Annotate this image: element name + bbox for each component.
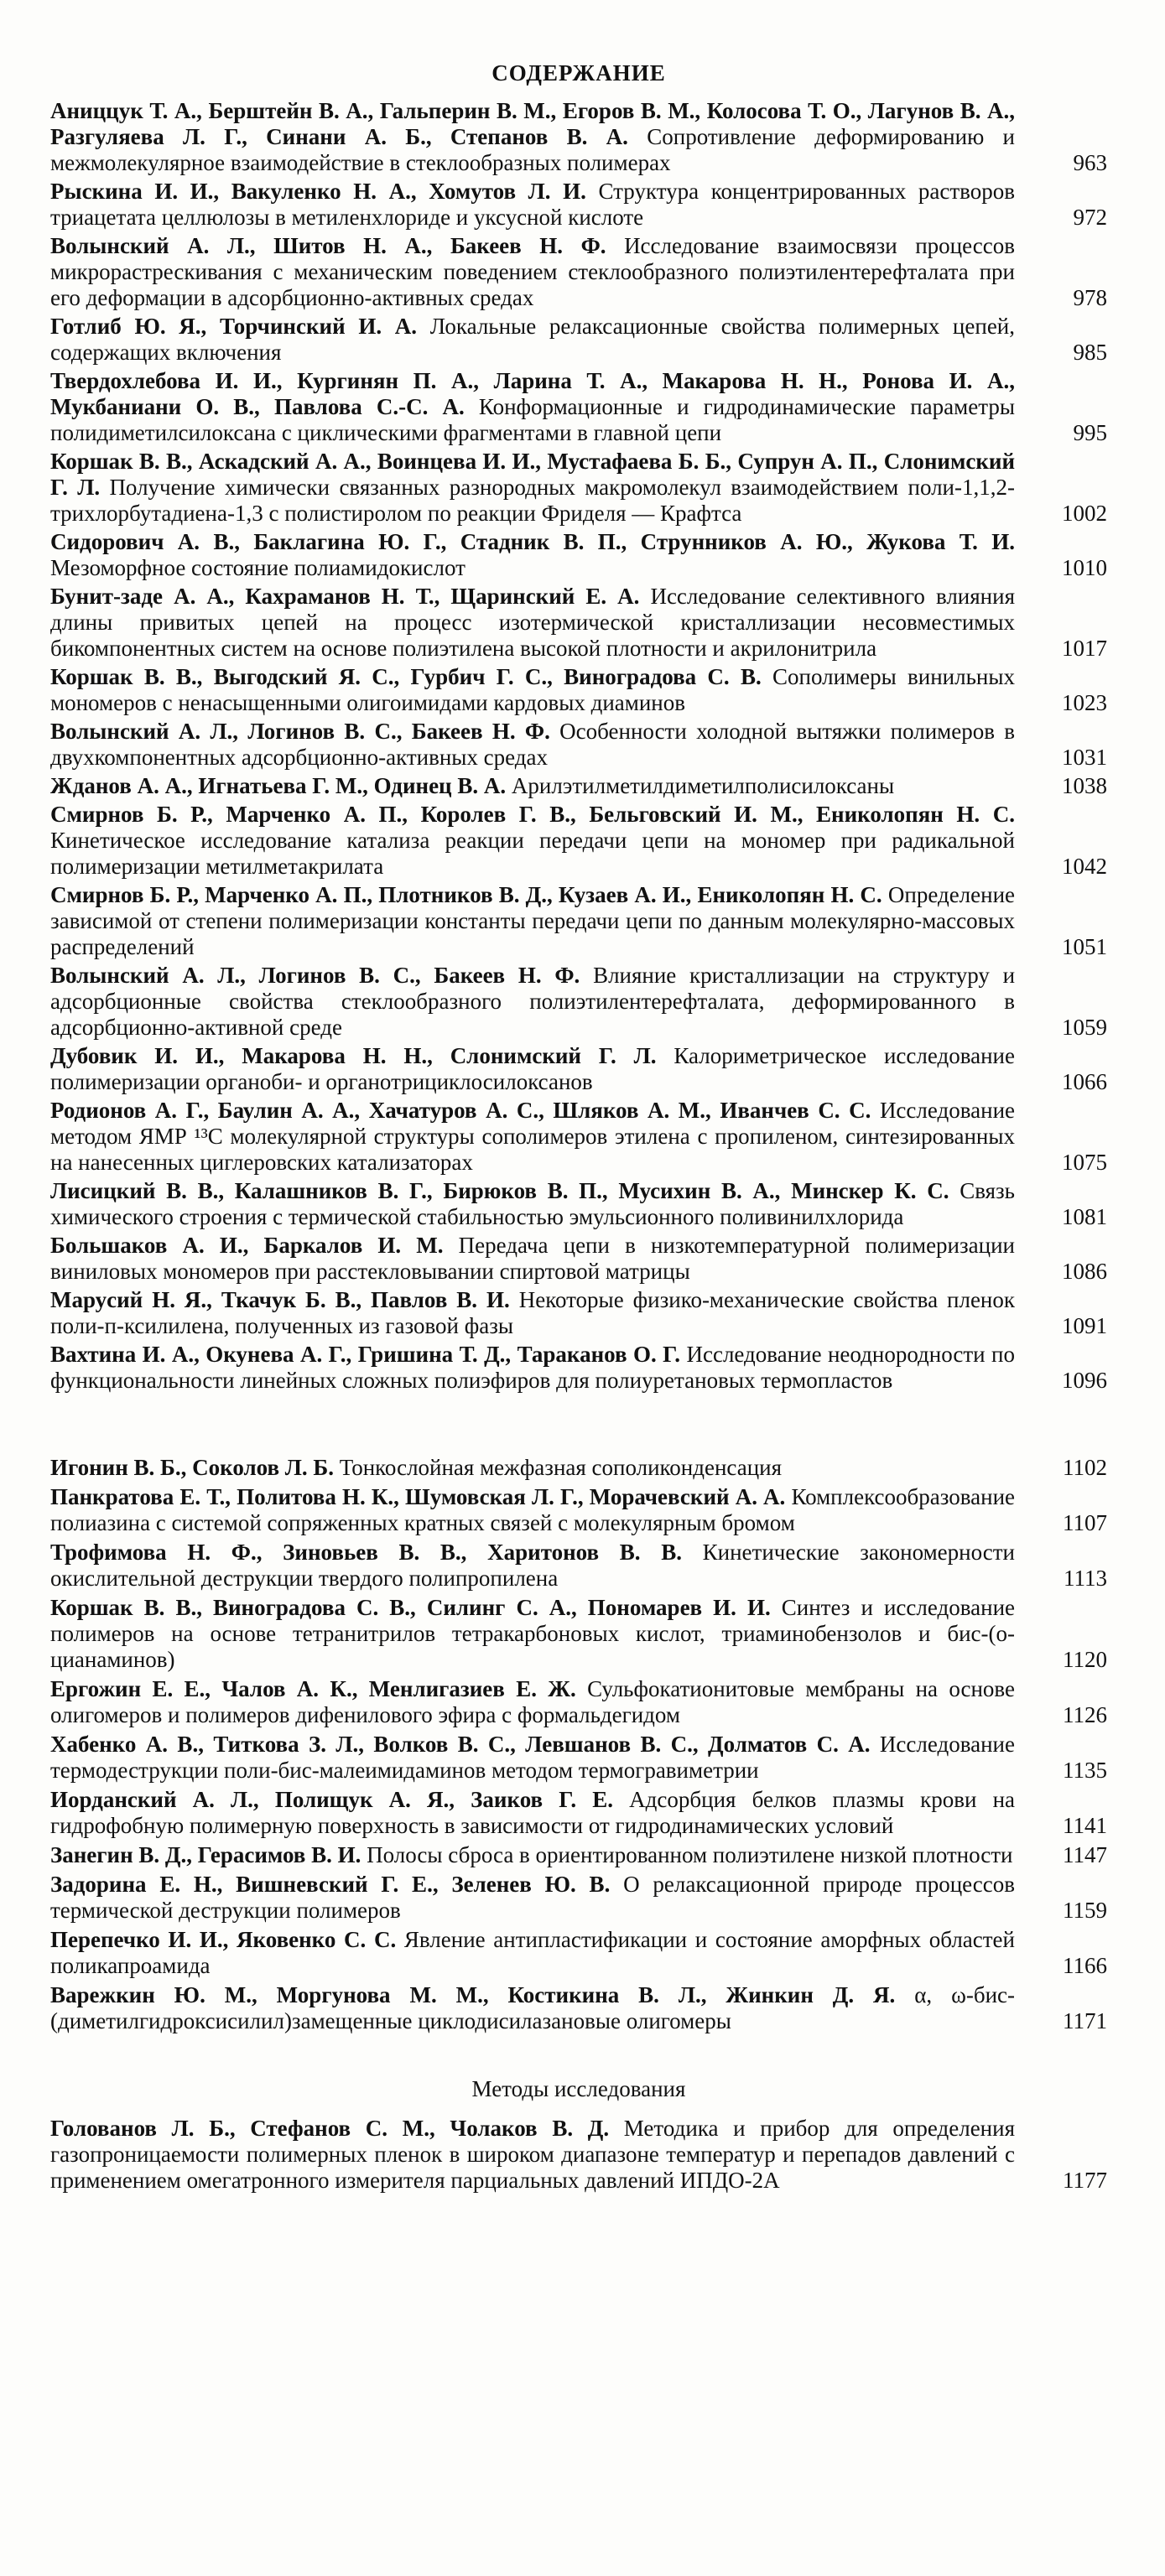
toc-entry-text	[50, 1233, 1015, 1285]
toc-page-number: 985	[1073, 340, 1107, 365]
toc-entry-text	[50, 773, 1015, 799]
toc-authors: Вахтина И. А., Окунева А. Г., Гришина Т. Д., Тараканов О. Г.	[50, 1342, 681, 1367]
toc-article-title: Определение зависимой от степени полимеризации константы передачи цепи по данным молекулярно-массовых распределений	[50, 882, 1016, 959]
toc-entry	[50, 1927, 1107, 1979]
toc-entry	[50, 1455, 1107, 1481]
toc-page-number: 1075	[1062, 1150, 1107, 1175]
toc-entry-text	[50, 1787, 1015, 1839]
toc-authors: Большаков А. И., Баркалов И. М.	[50, 1233, 444, 1258]
toc-entry-text	[50, 1098, 1015, 1176]
toc-authors: Бунит-заде А. А., Кахраманов Н. Т., Щаринский Е. А.	[50, 584, 640, 609]
toc-entry	[50, 233, 1107, 311]
toc-page-number: 1086	[1062, 1259, 1107, 1284]
toc-entry-text	[50, 1540, 1015, 1592]
toc-entry-text	[50, 1595, 1015, 1673]
toc-entry	[50, 1982, 1107, 2034]
toc-entry	[50, 1178, 1107, 1230]
toc-authors: Сидорович А. В., Баклагина Ю. Г., Стадник В. П., Струнников А. Ю., Жукова Т. И.	[50, 529, 1015, 554]
toc-article-title: Арилэтилметилдиметилполисилоксаны	[511, 773, 895, 798]
toc-entry	[50, 963, 1107, 1041]
toc-page-number: 1091	[1062, 1313, 1107, 1338]
toc-article-title: Сополимеры винильных мономеров с ненасыщенными олигоимидами кардовых диаминов	[50, 664, 1015, 715]
toc-entry	[50, 584, 1107, 662]
toc-entry	[50, 773, 1107, 799]
toc-entry	[50, 719, 1107, 771]
toc-entry	[50, 1342, 1107, 1394]
toc-authors: Дубовик И. И., Макарова Н. Н., Слонимский Г. Л.	[50, 1043, 657, 1068]
toc-entry	[50, 1595, 1107, 1673]
toc-entry-text	[50, 1872, 1015, 1924]
toc-entry-text	[50, 233, 1015, 311]
toc-entry	[50, 1787, 1107, 1839]
toc-entry-text	[50, 882, 1015, 960]
toc-authors: Маруcий Н. Я., Ткачук Б. В., Павлов В. И.	[50, 1287, 510, 1312]
toc-entry	[50, 1098, 1107, 1176]
toc-article-title: Адсорбция белков плазмы крови на гидрофобную полимерную поверхность в зависимости от гидродинамических условий	[50, 1787, 1016, 1838]
toc-article-title: Особенности холодной вытяжки полимеров в двухкомпонентных адсорбционно-активных средах	[50, 719, 1016, 770]
toc-article-title: Синтез и исследование полимеров на основе тетранитрилов тетракарбоновых кислот, триаминобензолов и бис-(о-цианаминов)	[50, 1595, 1015, 1672]
toc-page-number: 963	[1073, 150, 1107, 175]
toc-entry	[50, 368, 1107, 446]
toc-page-number: 1031	[1062, 745, 1107, 770]
toc-article-title: Конформационные и гидродинамические параметры полидиметилсилоксана с циклическими фрагментами в главной цепи	[50, 394, 1015, 445]
toc-article-title: Локальные релаксационные свойства полимерных цепей, содержащих включения	[50, 314, 1015, 365]
toc-authors: Аниццук Т. А., Берштейн В. А., Гальперин В. М., Егоров В. М., Колосова Т. О., Лагунов В. А., Разгуляева Л. Г., Синани А. Б., Степанов В. А.	[50, 98, 1015, 149]
toc-authors: Смирнов Б. Р., Марченко А. П., Плотников В. Д., Кузаев А. И., Ениколопян Н. С.	[50, 882, 882, 907]
toc-page-number: 1042	[1062, 854, 1107, 879]
toc-authors: Ергожин Е. Е., Чалов А. К., Менлигазиев Е. Ж.	[50, 1676, 576, 1701]
toc-page-number: 972	[1073, 205, 1107, 230]
toc-article-title: Влияние кристаллизации на структуру и адсорбционные свойства стеклообразного полиэтилентерефталата, деформированного в адсорбционно-активной среде	[50, 963, 1016, 1040]
toc-article-title: Комплексообразование полиазина с системой сопряженных кратных связей с молекулярным бромом	[50, 1484, 1015, 1535]
toc-page-number: 1066	[1062, 1069, 1107, 1094]
toc-entry-text	[50, 1043, 1015, 1095]
toc-entry-text	[50, 1732, 1015, 1784]
toc-authors: Задорина Е. Н., Вишневский Г. Е., Зеленев Ю. В.	[50, 1872, 611, 1897]
toc-entry-text	[50, 802, 1015, 880]
toc-article-title: Исследование методом ЯМР ¹³С молекулярной структуры сополимеров этилена с пропиленом, синтезированных на нанесенных циглеровских катализаторах	[50, 1098, 1016, 1175]
toc-entry	[50, 1287, 1107, 1339]
toc-article-title: Полосы сброса в ориентированном полиэтилене низкой плотности	[367, 1842, 1013, 1867]
toc-page-number: 1002	[1062, 501, 1107, 526]
toc-article-title: Калориметрическое исследование полимеризации органоби- и органотрициклосилоксанов	[50, 1043, 1015, 1094]
toc-entry-text	[50, 664, 1015, 716]
toc-authors: Волынский А. Л., Шитов Н. А., Бакеев Н. Ф.	[50, 233, 606, 258]
toc-entry-text	[50, 368, 1015, 446]
toc-entry	[50, 179, 1107, 231]
toc-entry-text	[50, 1982, 1015, 2034]
toc-entry	[50, 529, 1107, 581]
toc-article-title: Сульфокатионитовые мембраны на основе олигомеров и полимеров дифенилового эфира с формальдегидом	[50, 1676, 1016, 1727]
toc-page-number: 1177	[1063, 2168, 1107, 2193]
toc-entry-text	[50, 1676, 1015, 1728]
toc-authors: Смирнов Б. Р., Марченко А. П., Королев Г. В., Бельговский И. М., Ениколопян Н. С.	[50, 802, 1015, 827]
contents-section-methods	[50, 2116, 1107, 2194]
toc-entry-text	[50, 1484, 1015, 1536]
toc-article-title: Исследование взаимосвязи процессов микрорастрескивания с механическим поведением стеклообразного полиэтилентерефталата при его деформации в адсорбционно-активных средах	[50, 233, 1015, 310]
toc-entry	[50, 314, 1107, 366]
toc-entry	[50, 98, 1107, 176]
toc-article-title: Передача цепи в низкотемпературной полимеризации виниловых мономеров при расстекловывании спиртовой матрицы	[50, 1233, 1016, 1284]
methods-section-title: Методы исследования	[471, 2076, 686, 2101]
toc-entry-text	[50, 2116, 1015, 2194]
toc-entry-text	[50, 449, 1015, 527]
toc-entry-text	[50, 1927, 1015, 1979]
table-of-contents	[50, 60, 1107, 2197]
toc-authors: Панкратова Е. Т., Политова Н. К., Шумовская Л. Г., Морачевский А. А.	[50, 1484, 786, 1509]
toc-entry	[50, 1676, 1107, 1728]
toc-page-number: 1096	[1062, 1368, 1107, 1393]
toc-page-number: 1038	[1062, 773, 1107, 798]
toc-page-number: 978	[1073, 285, 1107, 310]
toc-page-number: 1010	[1062, 555, 1107, 580]
toc-entry-text	[50, 1178, 1015, 1230]
toc-page-number: 1171	[1063, 2008, 1107, 2033]
contents-section-main	[50, 98, 1107, 1394]
toc-entry	[50, 1872, 1107, 1924]
toc-authors: Готлиб Ю. Я., Торчинский И. А.	[50, 314, 418, 339]
toc-article-title: Исследование неоднородности по функциональности линейных сложных полиэфиров для полиуретановых термопластов	[50, 1342, 1016, 1393]
toc-article-title: О релаксационной природе процессов термической деструкции полимеров	[50, 1872, 1016, 1923]
toc-page-number: 1017	[1062, 636, 1107, 661]
toc-entry	[50, 802, 1107, 880]
toc-page-number: 1113	[1064, 1566, 1107, 1591]
toc-article-title: α, ω-бис-(диметилгидроксисилил)замещенные циклодисилазановые олигомеры	[50, 1982, 1015, 2033]
toc-article-title: Исследование селективного влияния длины привитых цепей на процесс изотермической кристаллизации несовместимых бикомпонентных систем на основе полиэтилена высокой плотности и акрилонитрила	[50, 584, 1015, 661]
toc-entry	[50, 1043, 1107, 1095]
contents-section-short	[50, 1455, 1107, 2034]
toc-entry	[50, 1233, 1107, 1285]
toc-article-title: Тонкослойная межфазная сополиконденсация	[339, 1455, 783, 1480]
toc-authors: Рыскина И. И., Вакуленко Н. А., Хомутов Л. И.	[50, 179, 586, 204]
toc-authors: Занегин В. Д., Герасимов В. И.	[50, 1842, 361, 1867]
toc-article-title: Структура концентрированных растворов триацетата целлюлозы в метиленхлориде и уксусной кислоте	[50, 179, 1015, 230]
toc-authors: Лисицкий В. В., Калашников В. Г., Бирюков В. П., Мусихин В. А., Минскер К. С.	[50, 1178, 949, 1203]
toc-authors: Волынский А. Л., Логинов В. С., Бакеев Н. Ф.	[50, 963, 580, 988]
toc-page-number: 1120	[1063, 1647, 1107, 1672]
toc-page-number: 1107	[1063, 1510, 1107, 1535]
toc-entry	[50, 2116, 1107, 2194]
toc-entry	[50, 1540, 1107, 1592]
toc-entry-text	[50, 719, 1015, 771]
toc-authors: Хабенко А. В., Титкова З. Л., Волков В. С., Левшанов В. С., Долматов С. А.	[50, 1732, 871, 1757]
toc-entry-text	[50, 98, 1015, 176]
toc-page-number: 995	[1073, 420, 1107, 445]
toc-entry-text	[50, 314, 1015, 366]
toc-entry-text	[50, 1455, 1015, 1481]
toc-authors: Волынский А. Л., Логинов В. С., Бакеев Н. Ф.	[50, 719, 550, 744]
toc-authors: Иорданский А. Л., Полищук А. Я., Заиков Г. Е.	[50, 1787, 614, 1812]
toc-authors: Коршак В. В., Аскадский А. А., Воинцева И. И., Мустафаева Б. Б., Супрун А. П., Слонимский Г. Л.	[50, 449, 1015, 500]
toc-page-number: 1141	[1063, 1813, 1107, 1838]
toc-authors: Коршак В. В., Виноградова С. В., Силинг С. А., Пономарев И. И.	[50, 1595, 771, 1620]
toc-article-title: Кинетическое исследование катализа реакции передачи цепи на мономер при радикальной полимеризации метилметакрилата	[50, 828, 1015, 879]
toc-entry	[50, 1842, 1107, 1868]
toc-article-title: Сопротивление деформированию и межмолекулярное взаимодействие в стеклообразных полимерах	[50, 124, 1016, 175]
toc-article-title: Методика и прибор для определения газопроницаемости полимерных пленок в широком диапазоне температур и перепадов давлений с применением омегатронного измерителя парциальных давлений ИПДО-2А	[50, 2116, 1015, 2193]
toc-entry	[50, 1732, 1107, 1784]
toc-page-number: 1166	[1063, 1953, 1107, 1978]
toc-authors: Твердохлебова И. И., Кургинян П. А., Ларина Т. А., Макарова Н. Н., Ронова И. А., Мукбаниани О. В., Павлова С.-С. А.	[50, 368, 1015, 419]
toc-entry-text	[50, 1287, 1015, 1339]
toc-authors: Коршак В. В., Выгодский Я. С., Гурбич Г. С., Виноградова С. В.	[50, 664, 762, 689]
toc-page-number: 1023	[1062, 690, 1107, 715]
toc-page-number: 1126	[1063, 1702, 1107, 1727]
toc-article-title: Получение химически связанных разнородных макромолекул взаимодействием поли-1,1,2-трихлорбутадиена-1,3 с полистиролом по реакции Фриделя — Крафтса	[50, 475, 1015, 526]
toc-authors: Перепечко И. И., Яковенко С. С.	[50, 1927, 397, 1952]
contents-title: СОДЕРЖАНИЕ	[491, 60, 666, 86]
toc-authors: Жданов А. А., Игнатьева Г. М., Одинец В. А.	[50, 773, 507, 798]
toc-entry-text	[50, 963, 1015, 1041]
toc-page-number: 1147	[1063, 1842, 1107, 1867]
toc-article-title: Кинетические закономерности окислительной деструкции твердого полипропилена	[50, 1540, 1015, 1591]
toc-authors: Игонин В. Б., Соколов Л. Б.	[50, 1455, 334, 1480]
toc-page-number: 1159	[1063, 1898, 1107, 1923]
toc-page-number: 1051	[1062, 934, 1107, 959]
toc-authors: Трофимова Н. Ф., Зиновьев В. В., Харитонов В. В.	[50, 1540, 682, 1565]
toc-article-title: Явление антипластификации и состояние аморфных областей поликапроамида	[50, 1927, 1015, 1978]
toc-authors: Голованов Л. Б., Стефанов С. М., Чолаков В. Д.	[50, 2116, 610, 2141]
toc-entry	[50, 664, 1107, 716]
toc-entry	[50, 882, 1107, 960]
toc-entry	[50, 449, 1107, 527]
toc-entry-text	[50, 529, 1015, 581]
toc-article-title: Мезоморфное состояние полиамидокислот	[50, 555, 465, 580]
toc-entry-text	[50, 179, 1015, 231]
toc-page-number: 1081	[1062, 1204, 1107, 1229]
toc-page-number: 1102	[1063, 1455, 1107, 1480]
section-gap	[50, 1396, 1107, 1455]
toc-article-title: Исследование термодеструкции поли-бис-малеимидаминов методом термогравиметрии	[50, 1732, 1015, 1783]
toc-entry-text	[50, 1342, 1015, 1394]
toc-entry-text	[50, 584, 1015, 662]
toc-authors: Варежкин Ю. М., Моргунова М. М., Костикина В. Л., Жинкин Д. Я.	[50, 1982, 896, 2007]
toc-page-number: 1135	[1063, 1758, 1107, 1783]
toc-authors: Родионов А. Г., Баулин А. А., Хачатуров А. С., Шляков А. М., Иванчев С. С.	[50, 1098, 871, 1123]
toc-article-title: Связь химического строения с термической стабильностью эмульсионного поливинилхлорида	[50, 1178, 1015, 1229]
toc-entry	[50, 1484, 1107, 1536]
toc-page-number: 1059	[1062, 1015, 1107, 1040]
toc-article-title: Некоторые физико-механические свойства пленок поли-п-ксилилена, полученных из газовой фазы	[50, 1287, 1015, 1338]
toc-entry-text	[50, 1842, 1015, 1868]
